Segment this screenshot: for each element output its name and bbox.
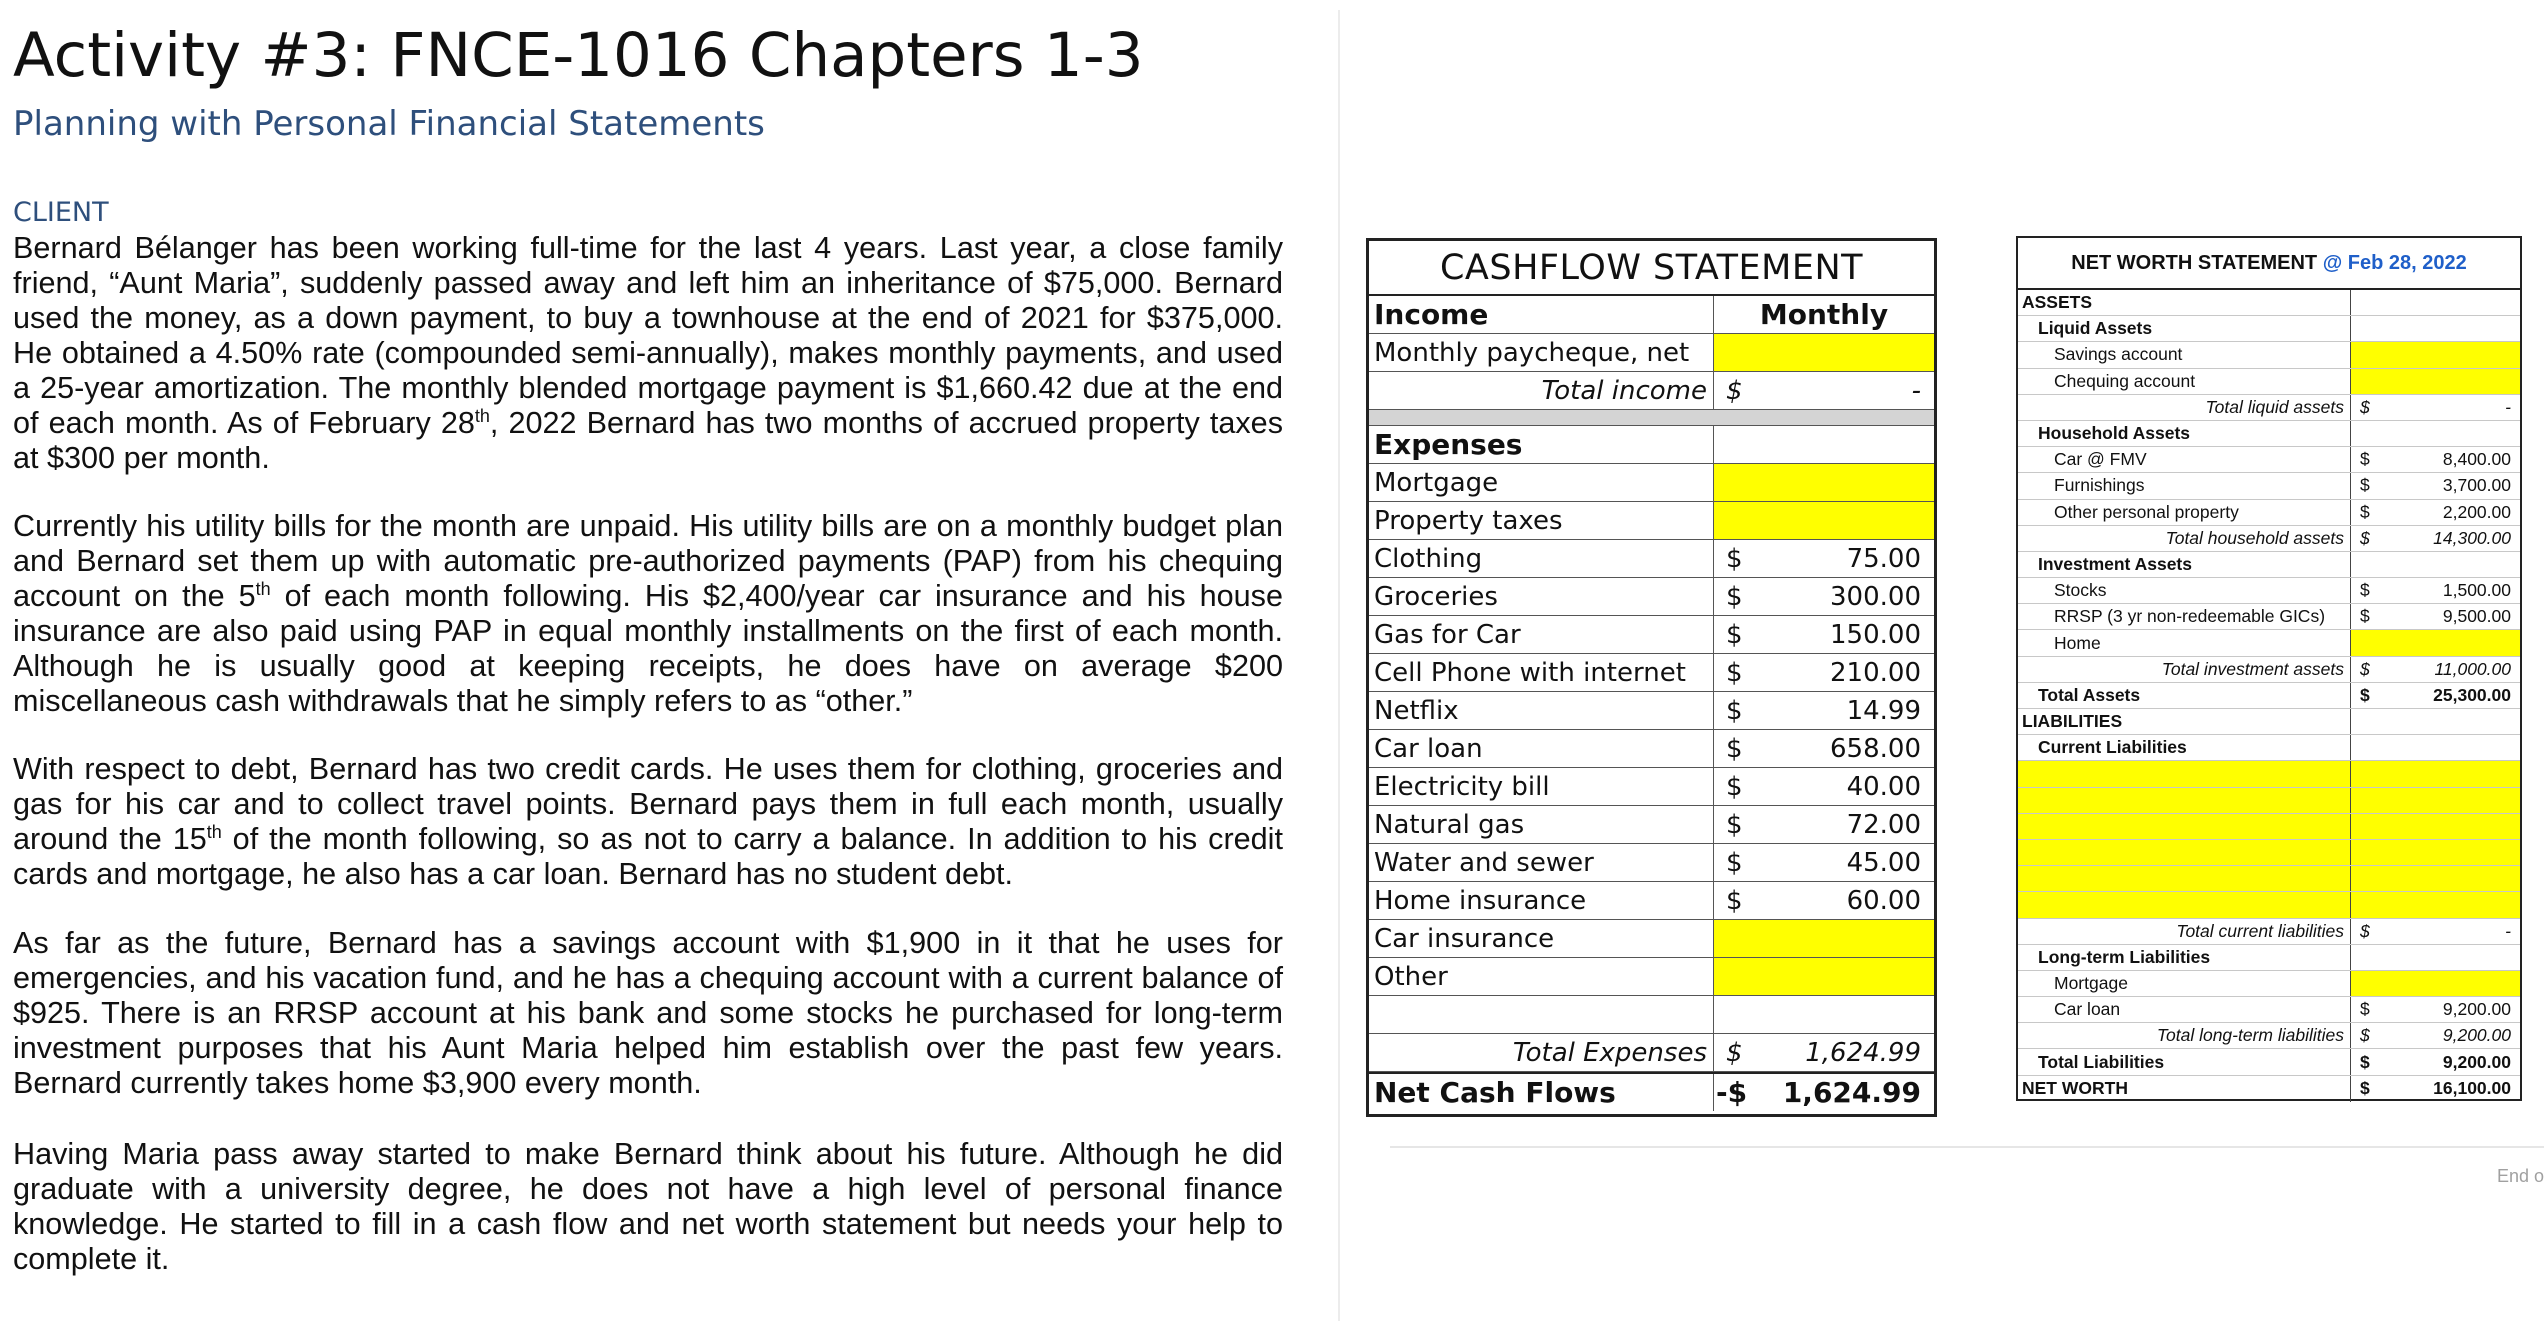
nw-value-cell (2351, 1049, 2520, 1074)
nw-value-cell (2351, 709, 2520, 734)
nw-value-cell (2351, 945, 2520, 970)
net-cash-flows-row (1369, 1072, 1934, 1111)
currency-symbol (1714, 464, 1764, 501)
nw-label: RRSP (3 yr non-redeemable GICs) (2018, 604, 2351, 629)
nw-amount: 25,300.00 (2433, 684, 2511, 705)
expense-amount: 658.00 (1830, 733, 1921, 764)
expense-row-mortgage (1369, 464, 1934, 502)
currency-symbol: $ (1726, 885, 1743, 916)
currency-symbol: $ (1726, 581, 1743, 612)
nw-label: Other personal property (2018, 500, 2351, 525)
cashflow-title: CASHFLOW STATEMENT (1369, 241, 1934, 296)
nw-amount: - (2505, 396, 2511, 417)
expense-amount: 14.99 (1846, 695, 1921, 726)
expense-amount (1764, 958, 1934, 995)
net-worth-rows (2018, 290, 2520, 1102)
expense-value-cell (1714, 692, 1934, 729)
nw-value-input[interactable] (2351, 369, 2520, 394)
expense-label: Clothing (1369, 540, 1714, 577)
nw-amount: 3,700.00 (2442, 475, 2511, 496)
nw-label[interactable] (2018, 892, 2351, 917)
nw-value-cell (2351, 447, 2520, 472)
nw-value-cell (2351, 473, 2520, 498)
page-divider (1338, 10, 1340, 1321)
expense-label: Car loan (1369, 730, 1714, 767)
client-heading: CLIENT (13, 197, 109, 228)
expense-value-cell (1714, 996, 1934, 1033)
nw-label[interactable] (2018, 761, 2351, 786)
nw-label: Household Assets (2018, 421, 2351, 446)
expense-amount: 75.00 (1846, 543, 1921, 574)
nw-label: Total liquid assets (2018, 395, 2351, 420)
nw-label: Stocks (2018, 578, 2351, 603)
expense-label: Other (1369, 958, 1714, 995)
text-run: of each month following. His $2,400/year car insurance and his house insurance are also paid using PAP in equal monthly installments on the first of each month. Although he is usually good at keeping receipts, he does have on average $200 miscellaneous cash withdrawals that he simply refers to as “other.” (13, 579, 1283, 718)
total-expenses-row (1369, 1034, 1934, 1072)
expense-value-cell (1714, 578, 1934, 615)
expense-label: Cell Phone with internet (1369, 654, 1714, 691)
currency-symbol: $ (2360, 684, 2370, 705)
expense-amount: 45.00 (1846, 847, 1921, 878)
currency-symbol: $ (2360, 475, 2370, 496)
currency-symbol (1714, 958, 1764, 995)
nw-value-cell (2351, 735, 2520, 760)
currency-symbol: $ (1726, 375, 1743, 406)
nw-value-input[interactable] (2351, 630, 2520, 655)
expense-value-cell (1714, 540, 1934, 577)
currency-symbol: $ (1726, 847, 1743, 878)
nw-label: Total household assets (2018, 526, 2351, 551)
nw-value-cell (2351, 421, 2520, 446)
nw-value-cell (2351, 395, 2520, 420)
nw-value-cell (2351, 526, 2520, 551)
expenses-header-spacer (1714, 426, 1934, 463)
nw-value-input[interactable] (2351, 971, 2520, 996)
expense-value-cell (1714, 882, 1934, 919)
nw-label[interactable] (2018, 840, 2351, 865)
nw-amount: 16,100.00 (2433, 1078, 2511, 1099)
nw-label: LIABILITIES (2018, 709, 2351, 734)
nw-row-total-household-assets (2018, 526, 2520, 552)
currency-symbol: $ (2360, 1025, 2370, 1046)
income-header: Income (1369, 296, 1714, 333)
nw-label: Furnishings (2018, 473, 2351, 498)
nw-value-input[interactable] (2351, 814, 2520, 839)
nw-label: Long-term Liabilities (2018, 945, 2351, 970)
nw-value-cell (2351, 290, 2520, 315)
nw-label: Savings account (2018, 342, 2351, 367)
expense-row-groceries (1369, 578, 1934, 616)
expense-input[interactable] (1714, 502, 1934, 539)
nw-row-blank (2018, 788, 2520, 814)
text-run: Bernard Bélanger has been working full-time for the last 4 years. Last year, a close family friend, “Aunt Maria”, suddenly passed away and left him an inheritance of $75,000. Bernard used the money, as a down payment, to buy a townhouse at the end of 2021 for $375,000. He obtained a 4.50% rate (compounded semi-annually), makes monthly payments, and used a 25-year amortization. The monthly blended mortgage payment is $1,660.42 due at the end of each month. As of February 28 (13, 231, 1283, 440)
nw-row-investment-assets (2018, 552, 2520, 578)
expense-row-other (1369, 958, 1934, 996)
net-cash-flows-cell (1714, 1074, 1934, 1111)
expense-amount: 150.00 (1830, 619, 1921, 650)
expense-label (1369, 996, 1714, 1033)
currency-symbol: $ (1726, 809, 1743, 840)
client-paragraph-5: Having Maria pass away started to make Bernard think about his future. Although he did graduate with a university degree, he does not have a high level of personal finance knowledge. He started to fill in a cash flow and net worth statement but needs your help to complete it. (13, 1137, 1283, 1276)
income-header-row (1369, 296, 1934, 334)
monthly-header: Monthly (1759, 298, 1889, 331)
expense-value-cell (1714, 616, 1934, 653)
paycheque-row (1369, 334, 1934, 372)
nw-amount: 8,400.00 (2442, 449, 2511, 470)
expense-label: Groceries (1369, 578, 1714, 615)
currency-symbol: $ (1726, 695, 1743, 726)
paycheque-label: Monthly paycheque, net (1369, 334, 1714, 371)
client-paragraph-3 (13, 752, 1283, 892)
currency-symbol: $ (1726, 543, 1743, 574)
nw-row-blank (2018, 814, 2520, 840)
expense-input[interactable] (1714, 920, 1934, 957)
expense-label: Gas for Car (1369, 616, 1714, 653)
nw-value-cell (2351, 997, 2520, 1022)
expense-row-property-taxes (1369, 502, 1934, 540)
currency-symbol: $ (2360, 1051, 2370, 1072)
nw-value-cell (2351, 552, 2520, 577)
currency-symbol: $ (2360, 396, 2370, 417)
nw-row-chequing-account (2018, 369, 2520, 395)
total-expenses-cell (1714, 1034, 1934, 1071)
text-run: Currently his utility bills for the month are unpaid. His utility bills are on a monthly budget plan and Bernard set them up with automatic pre-authorized payments (PAP) from his chequing account on the 5 (13, 509, 1283, 613)
nw-row-household-assets (2018, 421, 2520, 447)
nw-value-cell (2351, 1076, 2520, 1102)
expense-amount: 210.00 (1830, 657, 1921, 688)
nw-row-assets (2018, 290, 2520, 316)
expense-amount: 60.00 (1846, 885, 1921, 916)
client-paragraph-2 (13, 509, 1283, 719)
currency-symbol: $ (1726, 619, 1743, 650)
expense-amount (1764, 996, 1934, 1033)
expense-value-cell (1714, 768, 1934, 805)
nw-value-input[interactable] (2351, 788, 2520, 813)
currency-symbol (1714, 502, 1764, 539)
nw-value-cell (2351, 578, 2520, 603)
nw-row-long-term-liabilities (2018, 945, 2520, 971)
currency-symbol (1714, 920, 1764, 957)
nw-value-input[interactable] (2351, 866, 2520, 891)
client-paragraph-1 (13, 231, 1283, 476)
nw-amount: 11,000.00 (2434, 658, 2511, 679)
expense-amount: 72.00 (1846, 809, 1921, 840)
expense-row-netflix (1369, 692, 1934, 730)
text-run: , 2022 Bernard has two months of accrued property taxes at $300 per month. (13, 406, 1283, 475)
nw-row-total-long-term-liabilities (2018, 1023, 2520, 1049)
nw-value-input[interactable] (2351, 761, 2520, 786)
nw-row-savings-account (2018, 342, 2520, 368)
currency-symbol: $ (2360, 606, 2370, 627)
nw-label: Current Liabilities (2018, 735, 2351, 760)
nw-row-blank (2018, 840, 2520, 866)
expense-label: Car insurance (1369, 920, 1714, 957)
expense-row-blank (1369, 996, 1934, 1034)
cashflow-statement (1366, 238, 1937, 1117)
expense-value-cell (1714, 806, 1934, 843)
nw-value-cell (2351, 604, 2520, 629)
nw-label: ASSETS (2018, 290, 2351, 315)
expense-row-cell-phone-with-internet (1369, 654, 1934, 692)
client-paragraph-4: As far as the future, Bernard has a savings account with $1,900 in it that he uses for emergencies, and his vacation fund, and he has a chequing account with a current balance of $925. There is an RRSP account at his bank and some stocks he purchased for long-term investment purposes that his Aunt Maria helped him establish over the past few years. Bernard currently takes home $3,900 every month. (13, 926, 1283, 1100)
nw-label: Car @ FMV (2018, 447, 2351, 472)
nw-row-car-loan (2018, 997, 2520, 1023)
currency-symbol (1714, 996, 1764, 1033)
paycheque-input[interactable] (1714, 334, 1934, 371)
expense-label: Home insurance (1369, 882, 1714, 919)
expense-label: Netflix (1369, 692, 1714, 729)
currency-symbol: $ (1726, 771, 1743, 802)
expense-label: Natural gas (1369, 806, 1714, 843)
nw-value-cell (2351, 657, 2520, 682)
nw-row-total-liabilities (2018, 1049, 2520, 1075)
expense-input[interactable] (1714, 464, 1934, 501)
nw-value-input[interactable] (2351, 342, 2520, 367)
nw-label: Liquid Assets (2018, 316, 2351, 341)
text-run: With respect to debt, Bernard has two credit cards. He uses them for clothing, groceries and gas for his car and to collect travel points. Bernard pays them in full each month, usually around the 15 (13, 752, 1283, 856)
expense-row-water-and-sewer (1369, 844, 1934, 882)
nw-row-mortgage (2018, 971, 2520, 997)
nw-row-net-worth (2018, 1076, 2520, 1102)
nw-row-rrsp-3-yr-non-redeemable-gics (2018, 604, 2520, 630)
nw-row-total-liquid-assets (2018, 395, 2520, 421)
nw-label[interactable] (2018, 788, 2351, 813)
nw-label: Investment Assets (2018, 552, 2351, 577)
expense-value-cell (1714, 844, 1934, 881)
net-cash-flows-value: 1,624.99 (1782, 1076, 1921, 1109)
nw-amount: 2,200.00 (2442, 501, 2511, 522)
nw-amount: 9,200.00 (2442, 1025, 2511, 1046)
expense-label: Water and sewer (1369, 844, 1714, 881)
nw-row-total-investment-assets (2018, 657, 2520, 683)
currency-symbol: $ (2360, 501, 2370, 522)
expense-row-car-loan (1369, 730, 1934, 768)
horizontal-rule (1390, 1146, 2544, 1148)
currency-symbol: $ (1726, 657, 1743, 688)
nw-value-cell (2351, 1023, 2520, 1048)
nw-amount: - (2505, 920, 2511, 941)
nw-label[interactable] (2018, 814, 2351, 839)
nw-amount: 1,500.00 (2442, 580, 2511, 601)
superscript: th (255, 578, 271, 599)
currency-symbol: $ (2360, 449, 2370, 470)
nw-label: Total investment assets (2018, 657, 2351, 682)
expense-row-clothing (1369, 540, 1934, 578)
currency-symbol: $ (2360, 580, 2370, 601)
nw-row-total-current-liabilities (2018, 919, 2520, 945)
page-title: Activity #3: FNCE-1016 Chapters 1-3 (13, 20, 1144, 91)
expense-value-cell (1714, 654, 1934, 691)
page-subtitle: Planning with Personal Financial Statements (13, 104, 765, 144)
expense-value-cell (1714, 730, 1934, 767)
expense-list (1369, 464, 1934, 1034)
expense-row-car-insurance (1369, 920, 1934, 958)
nw-label: Chequing account (2018, 369, 2351, 394)
total-income-value: - (1911, 375, 1921, 406)
expenses-header-row (1369, 426, 1934, 464)
total-income-label: Total income (1369, 372, 1714, 409)
net-worth-title (2018, 238, 2520, 290)
nw-label: Mortgage (2018, 971, 2351, 996)
nw-value-cell (2351, 500, 2520, 525)
superscript: th (206, 821, 222, 842)
nw-label: Total Liabilities (2018, 1049, 2351, 1074)
text-run: of the month following, so as not to carry a balance. In addition to his credit cards and mortgage, he also has a car loan. Bernard has no student debt. (13, 822, 1283, 891)
expense-amount (1764, 502, 1934, 539)
net-worth-statement (2016, 236, 2522, 1101)
nw-value-cell (2351, 683, 2520, 708)
nw-label[interactable] (2018, 866, 2351, 891)
nw-label: Home (2018, 630, 2351, 655)
nw-row-blank (2018, 761, 2520, 787)
currency-symbol: $ (2360, 658, 2370, 679)
nw-row-car-fmv (2018, 447, 2520, 473)
nw-label: NET WORTH (2018, 1076, 2351, 1102)
currency-symbol: $ (2360, 527, 2370, 548)
net-worth-date: @ Feb 28, 2022 (2322, 252, 2467, 274)
expense-label: Mortgage (1369, 464, 1714, 501)
currency-symbol: $ (1726, 1037, 1743, 1068)
expense-amount: 300.00 (1830, 581, 1921, 612)
expense-amount: 40.00 (1846, 771, 1921, 802)
expense-row-home-insurance (1369, 882, 1934, 920)
nw-row-liabilities (2018, 709, 2520, 735)
total-expenses-value: 1,624.99 (1805, 1037, 1921, 1068)
nw-value-input[interactable] (2351, 892, 2520, 917)
expense-row-electricity-bill (1369, 768, 1934, 806)
net-cash-flows-label: Net Cash Flows (1369, 1074, 1714, 1111)
nw-row-blank (2018, 892, 2520, 918)
expense-label: Property taxes (1369, 502, 1714, 539)
nw-value-cell (2351, 919, 2520, 944)
net-worth-title-text: NET WORTH STATEMENT (2071, 252, 2318, 274)
nw-amount: 9,200.00 (2442, 1051, 2511, 1072)
expense-amount (1764, 920, 1934, 957)
nw-row-other-personal-property (2018, 500, 2520, 526)
nw-row-blank (2018, 866, 2520, 892)
currency-symbol: $ (2360, 999, 2370, 1020)
nw-row-liquid-assets (2018, 316, 2520, 342)
currency-symbol: $ (2360, 1078, 2370, 1099)
expense-amount (1764, 464, 1934, 501)
total-income-cell (1714, 372, 1934, 409)
nw-row-current-liabilities (2018, 735, 2520, 761)
nw-amount: 9,500.00 (2442, 606, 2511, 627)
nw-value-input[interactable] (2351, 840, 2520, 865)
nw-label: Total current liabilities (2018, 919, 2351, 944)
nw-amount: 14,300.00 (2433, 527, 2511, 548)
nw-amount: 9,200.00 (2442, 999, 2511, 1020)
expense-row-gas-for-car (1369, 616, 1934, 654)
nw-row-home (2018, 630, 2520, 656)
nw-label: Total long-term liabilities (2018, 1023, 2351, 1048)
nw-row-furnishings (2018, 473, 2520, 499)
expense-label: Electricity bill (1369, 768, 1714, 805)
currency-symbol: $ (1726, 733, 1743, 764)
nw-row-stocks (2018, 578, 2520, 604)
total-income-row (1369, 372, 1934, 410)
nw-row-total-assets (2018, 683, 2520, 709)
nw-label: Car loan (2018, 997, 2351, 1022)
currency-symbol: $ (2360, 920, 2370, 941)
currency-symbol: -$ (1716, 1076, 1748, 1109)
expense-row-natural-gas (1369, 806, 1934, 844)
nw-value-cell (2351, 316, 2520, 341)
expense-input[interactable] (1714, 958, 1934, 995)
nw-label: Total Assets (2018, 683, 2351, 708)
superscript: th (474, 405, 490, 426)
total-expenses-label: Total Expenses (1369, 1034, 1714, 1071)
separator (1369, 410, 1934, 426)
end-note: End o (2497, 1166, 2544, 1186)
expenses-header: Expenses (1369, 426, 1714, 463)
